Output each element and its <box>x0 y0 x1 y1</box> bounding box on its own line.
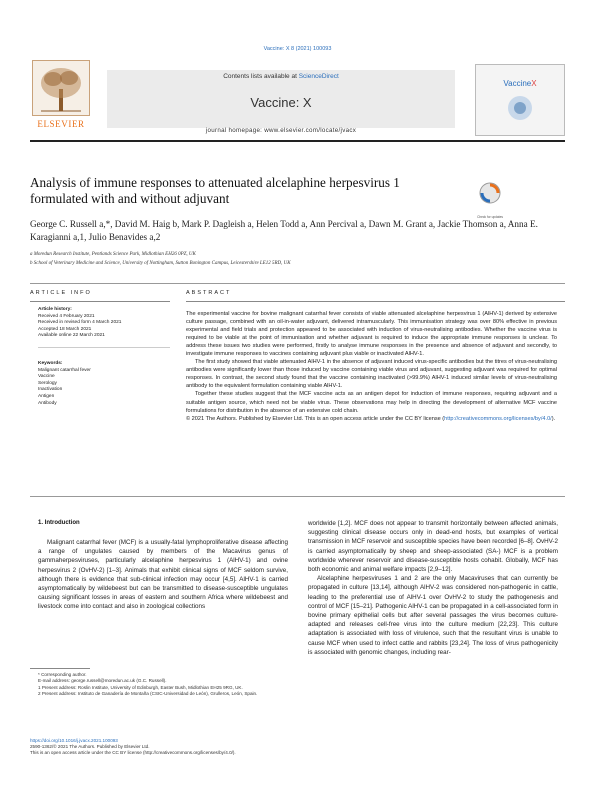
intro-paragraph-1: Malignant catarrhal fever (MCF) is a usually-fatal lymphoproliferative disease affecting a range of ungulates caused by members of the Macavirus genus of gammaherpesviruses, particularly alcelaphine herpesvirus 1 (AlHV-1) and ovine herpesvirus 2 (OvHV-2) [1–3]. Animals that exhibit clinical signs of MCF seldom survive, although there is evidence that sub-clinical infection may occur [4,5]. AlHV-1 is carried asymptomatically by wildebeest but can be transmitted to disease-susceptible ungulates causing significant losses in areas of eastern and southern Africa where wildebeest and livestock come into contact and also in zoological collections <box>38 539 288 611</box>
footnote-1: 1 Present address: Roslin Institute, University of Edinburgh, Easter Bush, Midlothian EH25 9RG, UK. <box>38 684 243 690</box>
contents-line <box>107 73 455 80</box>
article-history <box>38 307 178 340</box>
license-link[interactable]: http://creativecommons.org/licenses/by/4.0/ <box>444 415 552 422</box>
abstract-end-rule <box>30 496 565 497</box>
license-suffix: ). <box>551 415 556 422</box>
footnote-rule <box>30 668 90 669</box>
check-for-updates-badge[interactable] <box>475 180 505 219</box>
footnote-corresponding: * Corresponding author. <box>38 672 87 677</box>
journal-homepage <box>107 127 455 134</box>
article-info-heading: ARTICLE INFO <box>30 290 92 296</box>
check-updates-icon <box>475 180 505 210</box>
journal-cover-image <box>475 64 565 136</box>
sciencedirect-link[interactable]: ScienceDirect <box>298 73 339 80</box>
header-rule <box>30 140 565 142</box>
cover-x-text: X <box>531 79 537 88</box>
bottom-matter <box>30 738 330 757</box>
abstract-paragraph-1: The experimental vaccine for bovine malignant catarrhal fever consists of viable attenuated alcelaphine herpesvirus 1 (AlHV-1) derived by extensive culture passage, combined with an oil-in-water adjuvant, delivered intramuscularly. This immunisation strategy was over 80% effective in previous experimental and field trials and protection appeared to be associated with induction of virus-neutralising antibodies. Whether the vaccine virus is required to be viable at the point of immunisation and whether adjuvant is required to induce the appropriate immune responses is unclear. To address these issues two studies were performed, firstly to analyse immune responses in the presence and absence of adjuvant and secondly, to investigate immune responses to vaccines containing adjuvant plus viable or inactivated AlHV-1. <box>186 311 557 358</box>
keywords-rule <box>38 347 170 348</box>
article-title: Analysis of immune responses to attenuated alcelaphine herpesvirus 1 formulated with and without adjuvant <box>30 175 400 206</box>
cover-title-text: Vaccine <box>503 79 532 88</box>
keyword-item: Inactivation <box>38 387 63 393</box>
elsevier-tree-icon <box>32 60 90 116</box>
issn-line: 2590-1362/© 2021 The Authors. Published by Elsevier Ltd. <box>30 744 150 750</box>
article-info-rule <box>30 301 170 302</box>
elsevier-wordmark: ELSEVIER <box>37 119 85 129</box>
left-column <box>38 538 288 612</box>
homepage-link[interactable]: www.elsevier.com/locate/jvacx <box>264 127 357 134</box>
keywords-block <box>38 361 178 407</box>
license-prefix: © 2021 The Authors. Published by Elsevier Ltd. This is an open access article under the CC BY license ( <box>186 415 445 422</box>
doi-link[interactable]: https://doi.org/10.1016/j.jvacx.2021.100093 <box>30 738 118 743</box>
homepage-prefix: journal homepage: <box>205 127 265 134</box>
intro-paragraph-2: Alcelaphine herpesviruses 1 and 2 are the only Macaviruses that can currently be propagated in culture [13,14], although AlHV-2 was considered non-pathogenic in cattle, leading to the preferential use of AlHV-1 over OvHV-2 to study the pathogenesis and control of MCF [15–21]. Pathogenic AlHV-1 can be propagated in a cell-associated form in bovine primary epithelial cells but after several passages the virus becomes culture-adapted and releases cell-free virus into the culture medium [22,23]. This culture adaptation is associated with loss of virulence, such that the resultant virus is unable to cause MCF when used to infect cattle and rabbits [23,24]. The loss of virus pathogenicity is associated with genomic changes, including rear- <box>308 575 558 656</box>
keyword-item: Antibody <box>38 400 57 406</box>
author-list: George C. Russell a,*, David M. Haig b, Mark P. Dagleish a, Helen Todd a, Ann Percival a, Dawn M. Grant a, Jackie Thomson a, Anna E. Karagianni a,1, Julio Benavides a,2 <box>30 219 538 242</box>
introduction-heading: 1. Introduction <box>38 520 80 526</box>
abstract-rule <box>186 301 565 302</box>
abstract-paragraph-3: Together these studies suggest that the MCF vaccine acts as an antigen depot for induction of immune responses, requiring adjuvant and a suitable antigen source, which need not be viable virus. These observations may help in directing the development of alternative MCF vaccine formulations for distribution in the absence of an extensive cold chain. <box>186 391 557 414</box>
right-column <box>308 519 558 657</box>
affiliation-b: b School of Veterinary Medicine and Science, University of Nottingham, Sutton Bonington Campus, Leicestershire LE12 5RD, UK <box>30 261 291 266</box>
keyword-item: Antigen <box>38 393 55 399</box>
footnotes <box>38 672 288 698</box>
footnote-2: 2 Present address: Instituto de Ganadería de Montaña (CSIC-Universidad de León), Grulleros, León, Spain. <box>38 691 258 697</box>
affiliation-a: a Moredun Research Institute, Pentlands Science Park, Midlothian EH26 0PZ, UK <box>30 252 196 257</box>
contents-prefix: Contents lists available at <box>223 73 299 80</box>
open-access-line: This is an open access article under the CC BY license (http://creativecommons.org/licenses/by/4.0/). <box>30 750 236 756</box>
history-accepted: Accepted 18 March 2021 <box>38 326 92 332</box>
keyword-item: Serology <box>38 380 57 386</box>
keyword-item: Malignant catarrhal fever <box>38 367 91 373</box>
journal-title: Vaccine: X <box>250 95 312 110</box>
keyword-item: Vaccine <box>38 374 55 380</box>
history-received: Received 4 February 2021 <box>38 313 95 319</box>
keywords-label: Keywords: <box>38 361 63 366</box>
intro-paragraph-1-cont: worldwide [1,2]. MCF does not appear to transmit horizontally between affected animals, suggesting clinical disease occurs only in dead-end hosts, but examples of vertical transmission in MCF reservoir and susceptible species have been recorded [6–8]. OvHV-2 is carried asymptomatically by sheep and sheep-associated (SA-) MCF is a problem worldwide wherever reservoir and disease-susceptible hosts cohabit. Globally, MCF has both economic and animal welfare impacts [2,9–12]. <box>308 520 558 574</box>
history-online: Available online 22 March 2021 <box>38 333 105 339</box>
abstract-paragraph-2: The first study showed that viable attenuated AlHV-1 in the absence of adjuvant induced virus-specific antibodies but the titres of virus-neutralising antibodies were significantly lower than those induced by vaccine containing viable virus and adjuvant, suggesting adjuvant was required for optimal responses. In contrast, the second study found that the vaccine containing inactivated (>99.9%) AlHV-1 induced similar levels of virus-neutralising antibody to the equivalent formulation containing viable AlHV-1. <box>186 359 557 390</box>
cover-title <box>476 79 564 88</box>
footnote-email[interactable]: E-mail address: george.russell@moredun.ac.uk (G.C. Russell). <box>38 678 167 684</box>
journal-citation[interactable]: Vaccine: X 8 (2021) 100093 <box>263 46 332 52</box>
check-updates-label: Check for updates <box>477 215 503 219</box>
history-label: Article history: <box>38 307 72 312</box>
abstract-heading: ABSTRACT <box>186 290 232 296</box>
abstract-text <box>186 310 557 423</box>
license-statement <box>186 415 557 423</box>
elsevier-logo <box>30 60 92 136</box>
cover-graphic-icon <box>476 88 564 128</box>
affiliation-rule <box>30 283 565 284</box>
history-revised: Received in revised form 4 March 2021 <box>38 320 122 326</box>
